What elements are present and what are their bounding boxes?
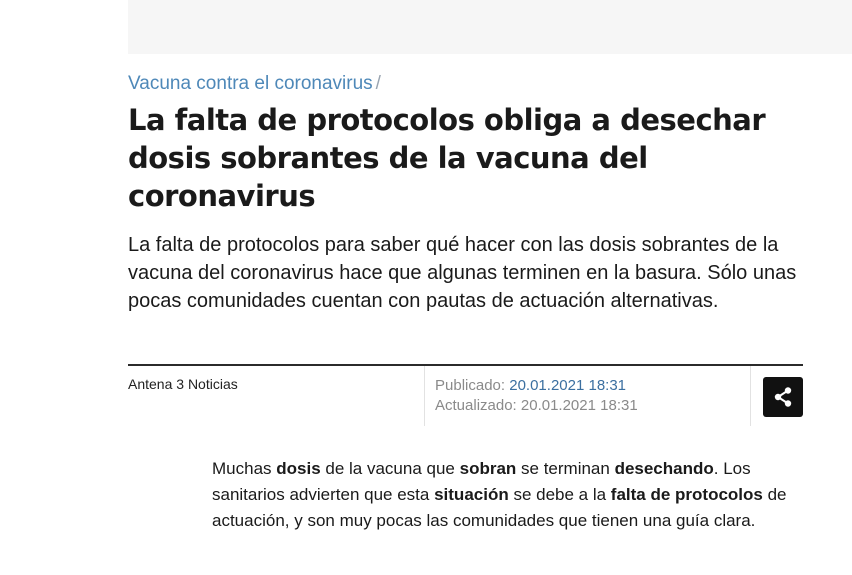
article-dates: [435, 376, 638, 416]
body-text: de la vacuna que: [320, 459, 460, 478]
body-text: . Los sanitarios advierten que esta: [212, 459, 751, 504]
updated-date: 20.01.2021 18:31: [520, 397, 638, 414]
published-date: 20.01.2021 18:31: [509, 377, 627, 394]
article-body-paragraph: [212, 456, 792, 534]
updated-row: [435, 396, 638, 416]
body-text: se terminan: [516, 459, 615, 478]
meta-divider-line: [128, 364, 803, 366]
share-button[interactable]: [763, 377, 803, 417]
body-bold: situación: [434, 485, 509, 504]
body-bold: desechando: [614, 459, 714, 478]
body-text: se debe a la: [508, 485, 611, 504]
body-bold: sobran: [459, 459, 517, 478]
breadcrumb-section-link[interactable]: Vacuna contra el coronavirus: [128, 73, 373, 94]
published-label: Publicado:: [435, 377, 506, 394]
body-bold: dosis: [276, 459, 321, 478]
article-header: [128, 72, 808, 315]
breadcrumb-separator: /: [375, 73, 381, 94]
share-icon: [772, 386, 794, 408]
breadcrumb: [128, 72, 808, 96]
published-row: [435, 376, 638, 396]
body-text: Muchas: [212, 459, 277, 478]
body-text: de actuación, y son muy pocas las comunidades que tienen una guía clara.: [212, 485, 787, 530]
article-headline: La falta de protocolos obliga a desechar dosis sobrantes de la vacuna del coronavirus: [128, 103, 766, 213]
meta-column-divider: [750, 366, 751, 426]
meta-column-divider: [424, 366, 425, 426]
updated-label: Actualizado:: [435, 397, 517, 414]
article-lead: La falta de protocolos para saber qué hacer con las dosis sobrantes de la vacuna del coronavirus hace que algunas terminen en la basura. Sólo unas pocas comunidades cuentan con pautas de actuación alternativas.: [128, 234, 797, 312]
article-author: Antena 3 Noticias: [128, 376, 238, 392]
ad-banner-placeholder: [128, 0, 852, 54]
body-bold: falta de protocolos: [610, 485, 763, 504]
